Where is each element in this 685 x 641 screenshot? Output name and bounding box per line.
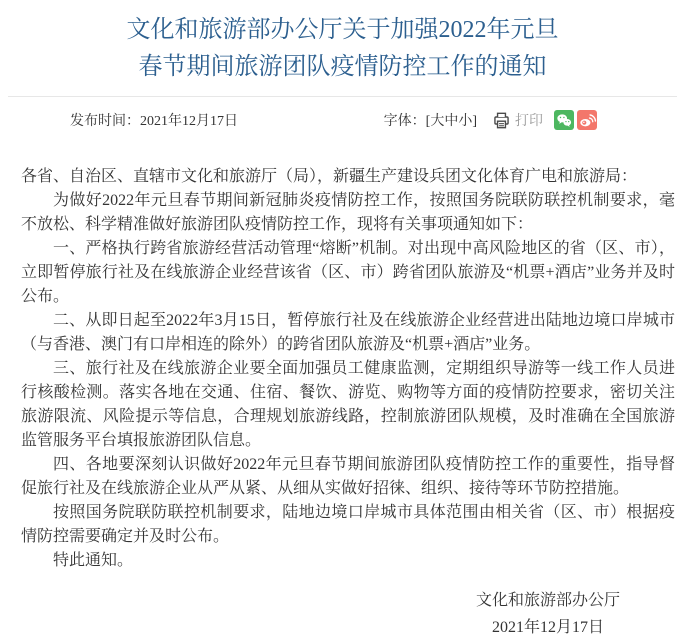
- paragraph-intro: 为做好2022年元旦春节期间新冠肺炎疫情防控工作，按照国务院联防联控机制要求，毫不放松、科学精准做好旅游团队疫情防控工作，现将有关事项通知如下：: [21, 192, 675, 233]
- wechat-share-button[interactable]: [554, 110, 574, 130]
- paragraph-item-3: 三、旅行社及在线旅游企业要全面加强员工健康监测，定期组织导游等一线工作人员进行核酸检测。落实各地在交通、住宿、餐饮、游览、购物等方面的疫情防控要求，密切关注旅游限流、风险提示等信息，合理规划旅游线路，控制旅游团队规模，及时准确在全国旅游监管服务平台填报旅游团队信息。: [21, 360, 675, 449]
- paragraph-item-1: 一、严格执行跨省旅游经营活动管理“熔断”机制。对出现中高风险地区的省（区、市），立即暂停旅行社及在线旅游企业经营该省（区、市）跨省团队旅游及“机票+酒店”业务并及时公布。: [21, 240, 675, 305]
- paragraph-supplement: 按照国务院联防联控机制要求，陆地边境口岸城市具体范围由相关省（区、市）根据疫情防控需要确定并及时公布。: [21, 504, 675, 545]
- weibo-icon: [578, 111, 596, 129]
- title-divider: [8, 96, 677, 97]
- title-line-2: 春节期间旅游团队疫情防控工作的通知: [138, 54, 547, 80]
- title-line-1: 文化和旅游部办公厅关于加强2022年元旦: [126, 17, 559, 43]
- font-size-chooser: [384, 110, 477, 130]
- publish-time: [70, 110, 238, 130]
- meta-bar: [0, 107, 685, 133]
- font-label: 字体：: [383, 114, 426, 129]
- paragraph-item-2: 二、从即日起至2022年3月15日，暂停旅行社及在线旅游企业经营进出陆地边境口岸城市（与香港、澳门有口岸相连的除外）的跨省团队旅游及“机票+酒店”业务。: [21, 312, 675, 353]
- notice-body: [0, 165, 685, 641]
- signature-date: 2021年12月17日: [491, 619, 604, 636]
- paragraph-closing: 特此通知。: [53, 552, 134, 569]
- bracket-close: ]: [472, 114, 477, 129]
- wechat-icon: [555, 111, 573, 129]
- print-button[interactable]: [491, 110, 543, 131]
- font-size-small[interactable]: 小: [458, 114, 473, 129]
- weibo-share-button[interactable]: [577, 110, 597, 130]
- print-label: 打印: [515, 114, 543, 129]
- bracket-open: [: [425, 114, 431, 129]
- salutation: 各省、自治区、直辖市文化和旅游厅（局），新疆生产建设兵团文化体育广电和旅游局：: [21, 168, 638, 185]
- printer-icon: [491, 110, 512, 131]
- page-title: [0, 0, 685, 86]
- meta-tools: [384, 110, 597, 131]
- font-size-large[interactable]: 大: [430, 114, 445, 129]
- publish-label: 发布时间：: [70, 114, 140, 129]
- font-size-medium[interactable]: 中: [444, 114, 459, 129]
- publish-date: 2021年12月17日: [140, 114, 238, 129]
- paragraph-item-4: 四、各地要深刻认识做好2022年元旦春节期间旅游团队疫情防控工作的重要性，指导督促旅行社及在线旅游企业从严从紧、从细从实做好招徕、组织、接待等环节防控措施。: [21, 456, 675, 497]
- signature-org: 文化和旅游部办公厅: [475, 592, 620, 609]
- signature-block: [476, 587, 620, 641]
